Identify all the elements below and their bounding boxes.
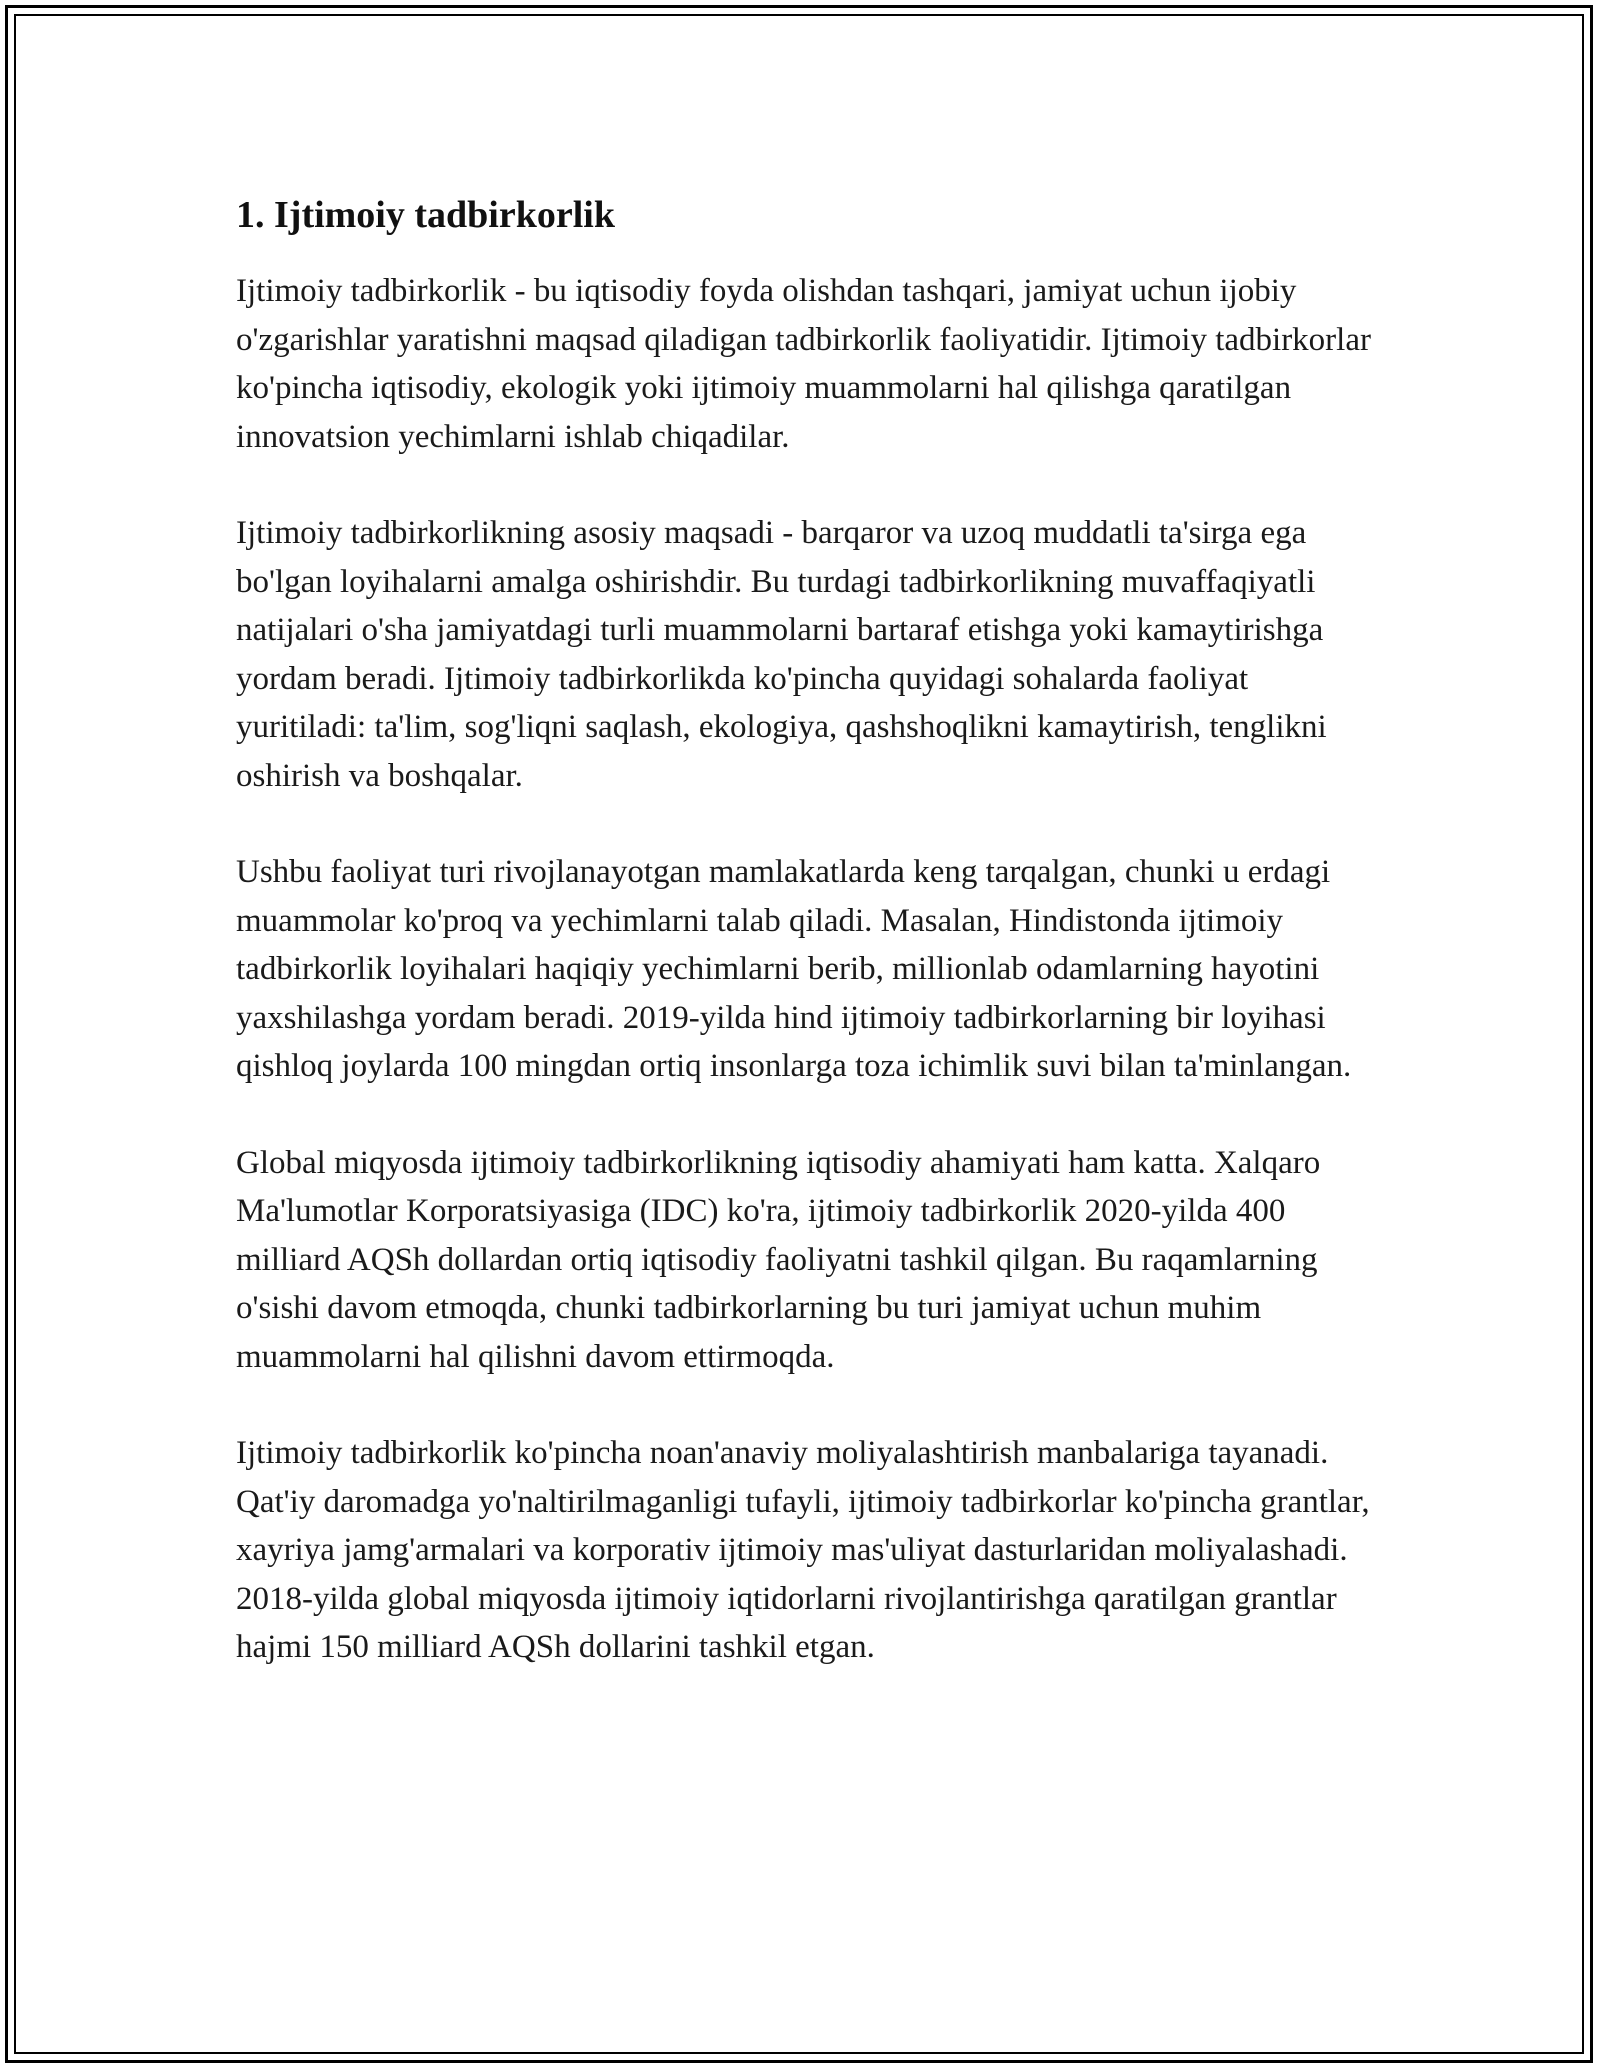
document-body — [236, 185, 1376, 1720]
section-heading: 1. Ijtimoiy tadbirkorlik — [236, 194, 615, 236]
paragraph-main-goal: Ijtimoiy tadbirkorlikning asosiy maqsadi - barqaror va uzoq muddatli ta'sirga ega bo'lgan loyihalarni amalga oshirishdir. Bu turdagi tadbirkorlikning muvaffaqiyatli natijalari o'sha jamiyatdagi turli muammolarni bartaraf etishga yoki kamaytirishga yordam beradi. Ijtimoiy tadbirkorlikda ko'pincha quyidagi sohalarda faoliyat yuritiladi: ta'lim, sog'liqni saqlash, ekologiya, qashshoqlikni kamaytirish, tenglikni oshirish va boshqalar. — [236, 515, 1327, 794]
paragraph-developing-countries: Ushbu faoliyat turi rivojlanayotgan mamlakatlarda keng tarqalgan, chunki u erdagi muammolar ko'proq va yechimlarni talab qiladi. Masalan, Hindistonda ijtimoiy tadbirkorlik loyihalari haqiqiy yechimlarni berib, millionlab odamlarning hayotini yaxshilashga yordam beradi. 2019-yilda hind ijtimoiy tadbirkorlarning bir loyihasi qishloq joylarda 100 mingdan ortiq insonlarga toza ichimlik suvi bilan ta'minlangan. — [236, 854, 1352, 1084]
paragraph-financing: Ijtimoiy tadbirkorlik ko'pincha noan'anaviy moliyalashtirish manbalariga tayanadi. Qat'iy daromadga yo'naltirilmaganligi tufayli, ijtimoiy tadbirkorlar ko'pincha grantlar, xayriya jamg'armalari va korporativ ijtimoiy mas'uliyat dasturlaridan moliyalashadi. 2018-yilda global miqyosda ijtimoiy iqtidorlarni rivojlantirishga qaratilgan grantlar hajmi 150 milliard AQSh dollarini tashkil etgan. — [236, 1435, 1370, 1665]
paragraph-global-significance: Global miqyosda ijtimoiy tadbirkorlikning iqtisodiy ahamiyati ham katta. Xalqaro Ma'lumotlar Korporatsiyasiga (IDC) ko'ra, ijtimoiy tadbirkorlik 2020-yilda 400 milliard AQSh dollardan ortiq iqtisodiy faoliyatni tashkil qilgan. Bu raqamlarning o'sishi davom etmoqda, chunki tadbirkorlarning bu turi jamiyat uchun muhim muammolarni hal qilishni davom ettirmoqda. — [236, 1144, 1321, 1375]
paragraph-definition: Ijtimoiy tadbirkorlik - bu iqtisodiy foyda olishdan tashqari, jamiyat uchun ijobiy o'zgarishlar yaratishni maqsad qiladigan tadbirkorlik faoliyatidir. Ijtimoiy tadbirkorlar ko'pincha iqtisodiy, ekologik yoki ijtimoiy muammolarni hal qilishga qaratilgan innovatsion yechimlarni ishlab chiqadilar. — [236, 273, 1371, 455]
